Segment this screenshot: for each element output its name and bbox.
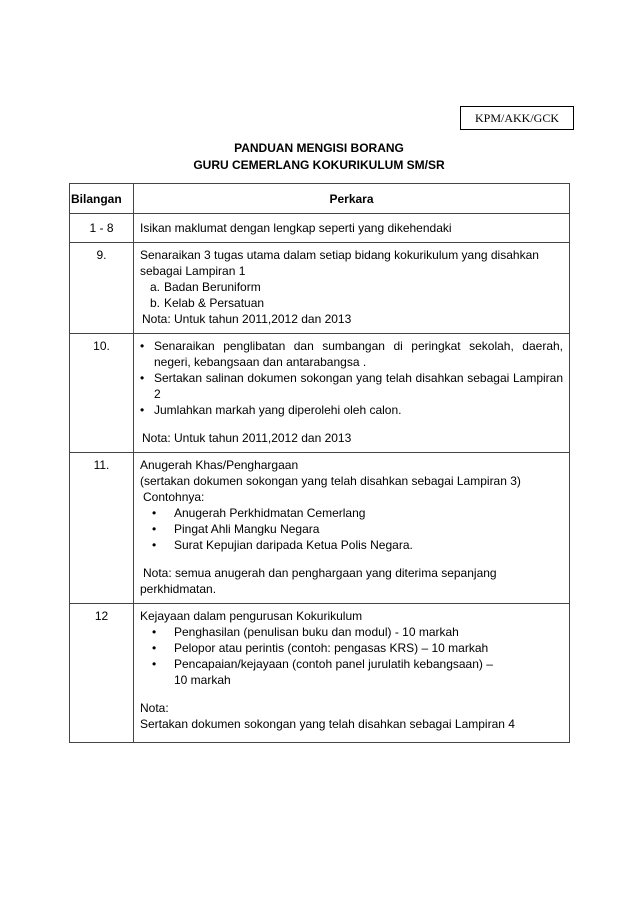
list-item: • Senaraikan penglibatan dan sumbangan di peringkat sekolah, daerah, negeri, kebangsaan dan antarabangsa .	[140, 338, 563, 370]
bullet-list	[140, 505, 563, 553]
table-row	[70, 243, 570, 334]
alpha-list	[140, 279, 563, 311]
bullet-list	[140, 338, 563, 418]
table-row	[70, 604, 570, 743]
row-number: 10.	[70, 334, 134, 453]
document-code-box	[460, 106, 574, 130]
document-code: KPM/AKK/GCK	[474, 111, 559, 125]
row-note: Nota: semua anugerah dan penghargaan yang diterima sepanjang perkhidmatan.	[140, 566, 497, 596]
row-note: Nota: Untuk tahun 2011,2012 dan 2013	[142, 312, 352, 326]
list-item: • Jumlahkan markah yang diperolehi oleh calon.	[140, 402, 563, 418]
row-title: Kejayaan dalam pengurusan Kokurikulum	[140, 609, 363, 623]
header-perkara: Perkara	[134, 184, 570, 214]
row-title: Anugerah Khas/Penghargaan	[140, 458, 299, 472]
row-example-label: Contohnya:	[143, 490, 205, 504]
page-title: PANDUAN MENGISI BORANG	[234, 141, 404, 155]
row-note: Sertakan dokumen sokongan yang telah disahkan sebagai Lampiran 4	[140, 717, 515, 731]
list-item: a. Badan Beruniform	[150, 280, 261, 294]
guide-table	[69, 183, 570, 743]
page-subtitle: GURU CEMERLANG KOKURIKULUM SM/SR	[193, 158, 445, 172]
row-number: 1 - 8	[70, 214, 134, 243]
list-item: • Surat Kepujian daripada Ketua Polis Negara.	[152, 537, 563, 553]
row-note-label: Nota:	[140, 701, 169, 715]
row-number: 12	[70, 604, 134, 743]
row-content	[134, 604, 570, 743]
table-row	[70, 214, 570, 243]
row-subtitle: (sertakan dokumen sokongan yang telah disahkan sebagai Lampiran 3)	[140, 474, 521, 488]
row-content	[134, 243, 570, 334]
row-content	[134, 453, 570, 604]
table-header-row	[70, 184, 570, 214]
table-row	[70, 334, 570, 453]
row-text: Isikan maklumat dengan lengkap seperti yang dikehendaki	[134, 214, 570, 243]
table-row	[70, 453, 570, 604]
row-text: Senaraikan 3 tugas utama dalam setiap bidang kokurikulum yang disahkan sebagai Lampiran 1	[140, 248, 539, 278]
row-content	[134, 334, 570, 453]
list-item: • Sertakan salinan dokumen sokongan yang telah disahkan sebagai Lampiran 2	[140, 370, 563, 402]
row-number: 9.	[70, 243, 134, 334]
list-item: • Pencapaian/kejayaan (contoh panel jurulatih kebangsaan) – 10 markah	[152, 656, 563, 688]
header-bilangan: Bilangan	[70, 184, 134, 214]
row-number: 11.	[70, 453, 134, 604]
row-note: Nota: Untuk tahun 2011,2012 dan 2013	[142, 431, 352, 445]
list-item: • Pingat Ahli Mangku Negara	[152, 521, 563, 537]
list-item: • Anugerah Perkhidmatan Cemerlang	[152, 505, 563, 521]
list-item: b. Kelab & Persatuan	[150, 296, 265, 310]
list-item: • Pelopor atau perintis (contoh: pengasas KRS) – 10 markah	[152, 640, 563, 656]
list-item: • Penghasilan (penulisan buku dan modul) - 10 markah	[152, 624, 563, 640]
bullet-list	[140, 624, 563, 688]
